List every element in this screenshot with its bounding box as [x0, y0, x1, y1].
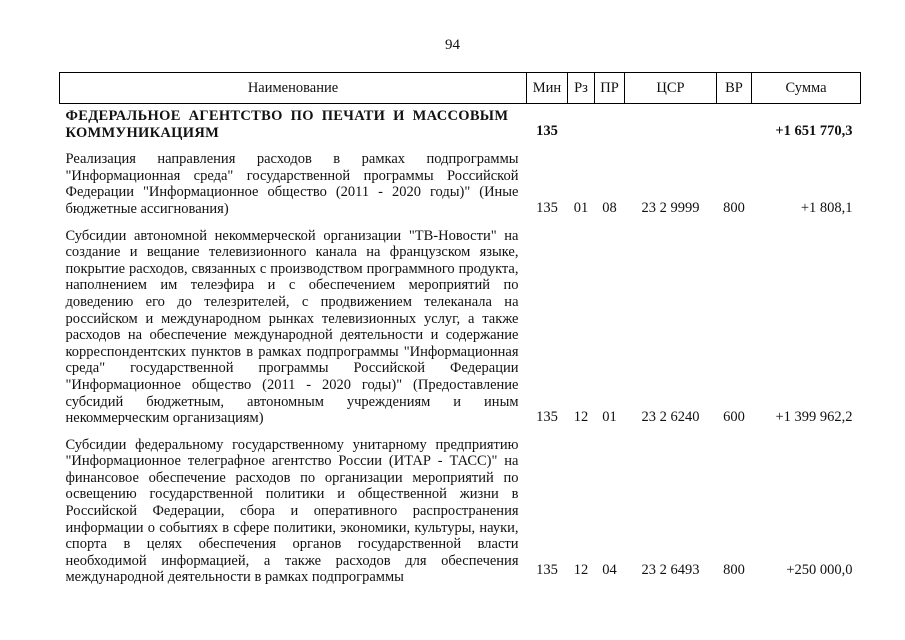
row-csr	[625, 104, 717, 148]
header-min: Мин	[527, 73, 568, 104]
row-sum: +1 651 770,3	[775, 123, 853, 140]
header-vr: ВР	[717, 73, 752, 104]
row-min: 135	[536, 562, 558, 579]
page-number: 94	[445, 37, 460, 53]
header-pr: ПР	[595, 73, 625, 104]
row-vr: 800	[723, 199, 745, 216]
row-name: ФЕДЕРАЛЬНОЕ АГЕНТСТВО ПО ПЕЧАТИ И МАССОВЫМ КОММУНИКАЦИЯМ	[65, 108, 509, 141]
row-name: Субсидии автономной некоммерческой организации "ТВ-Новости" на создание и вещание телевизионного канала на французском языке, покрытие расходов, связанных с производством программного продукта, наполнением им телеэфира и с обеспечением мероприятий по доведению его до телезрителей, с продвижением телеканала на российском и международном рынках телевизионных услуг, а также расходов на обеспечение международной деятельности и содержание корреспондентских пунктов в рамках подпрограммы "Информационная среда" государственной программы Российской Федерации "Информационное общество (2011 - 2020 годы)" (Предоставление субсидий бюджетным, автономным учреждениям и иным некоммерческим организациям)	[65, 227, 519, 427]
table-row	[60, 433, 861, 586]
row-sum: +250 000,0	[786, 562, 853, 579]
table-row	[60, 224, 861, 433]
row-name: Реализация направления расходов в рамках подпрограммы "Информационная среда" государственной программы Российской Федерации "Информационное общество (2011 - 2020 годы)" (Иные бюджетные ассигнования)	[65, 151, 519, 217]
table-row	[60, 104, 861, 148]
header-sum: Сумма	[752, 73, 861, 104]
header-rz: Рз	[568, 73, 595, 104]
row-min: 135	[536, 408, 558, 425]
row-pr: 08	[602, 199, 617, 216]
row-vr: 600	[723, 408, 745, 425]
row-min: 135	[536, 123, 558, 140]
row-rz: 12	[573, 562, 589, 579]
header-name: Наименование	[60, 73, 527, 104]
budget-table	[59, 72, 861, 586]
row-csr: 23 2 6493	[641, 562, 700, 579]
row-rz: 12	[573, 408, 589, 425]
row-csr: 23 2 9999	[641, 199, 700, 216]
row-pr	[595, 104, 625, 148]
table-header-row	[60, 73, 861, 104]
row-rz: 01	[573, 199, 589, 216]
row-sum: +1 808,1	[800, 199, 853, 216]
row-pr: 01	[602, 408, 617, 425]
row-rz	[568, 104, 595, 148]
table-row	[60, 147, 861, 223]
header-csr: ЦСР	[625, 73, 717, 104]
row-min: 135	[536, 199, 558, 216]
row-csr: 23 2 6240	[641, 408, 700, 425]
row-vr: 800	[723, 562, 745, 579]
row-sum: +1 399 962,2	[775, 408, 853, 425]
row-vr	[717, 104, 752, 148]
row-name: Субсидии федеральному государственному унитарному предприятию "Информационное телеграфное агентство России (ИТАР - ТАСС)" на финансовое обеспечение расходов по организации мероприятий по освещению государственной политики и общественной жизни в Российской Федерации, сбора и оперативного распространения информации о событиях в сфере политики, экономики, культуры, науки, спорта в целях обеспечения органов государственной власти необходимой информацией, а также расходов для обеспечения международной деятельности в рамках подпрограммы	[65, 436, 519, 586]
row-pr: 04	[602, 562, 617, 579]
